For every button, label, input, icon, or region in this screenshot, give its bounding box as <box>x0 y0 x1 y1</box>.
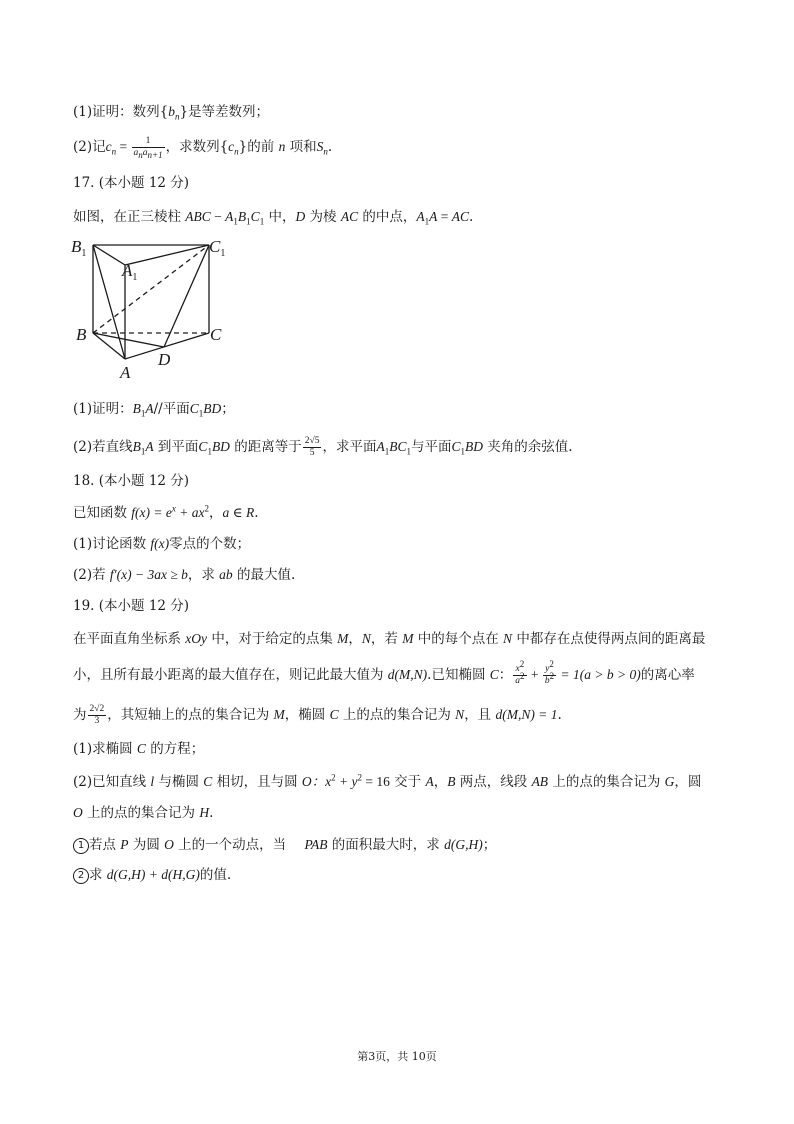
edge-dc1 <box>164 245 209 347</box>
q18-part2: (2)若 f′(x) − 3ax ≥ b，求 ab 的最大值. <box>73 567 296 583</box>
edge-ba <box>93 333 125 359</box>
label-b1: $B_1$ <box>71 237 87 259</box>
q19-part2-line1: (2)已知直线 l 与椭圆 C 相切，且与圆 O：$x^2 + y^2 = 16$ 交于 A，B 两点，线段 AB 上的点的集合记为 G，圆 <box>73 772 702 790</box>
label-d: D <box>158 350 171 369</box>
label-a: A <box>120 363 131 382</box>
q17-header: 17. (本小题 12 分) <box>73 175 190 191</box>
q17-part1: (1)证明：$B_1A//$平面$C_1BD$； <box>73 401 235 419</box>
q19-stem-line3: 为 $\frac{2√2}{3}$ ，其短轴上的点的集合记为 M，椭圆 C 上的点的集合记为 N，且 d(M,N) = 1. <box>73 704 562 726</box>
label-b: B <box>76 325 87 344</box>
page-footer: 第3页，共 10页 <box>357 1050 437 1063</box>
q19-stem-line1: 在平面直角坐标系 xOy 中，对于给定的点集 M，N，若 M 中的每个点在 N 中都存在点使得两点间的距离最 <box>73 631 706 647</box>
label-a1: $A_1$ <box>122 261 138 283</box>
q19-part2-ii: 2 求 d(G,H) + d(H,G)的值. <box>73 866 231 884</box>
label-c: C <box>210 325 222 344</box>
q16-part1: (1)证明：数列$\{b_n\}$是等差数列； <box>73 104 270 122</box>
q16-fraction: $\frac{1}{a_na_{n+1}}$ <box>133 136 163 160</box>
q18-header: 18. (本小题 12 分) <box>73 473 190 489</box>
q17-distance-fraction: $\frac{2√5}{5}$ <box>304 436 320 458</box>
label-c1: $C_1$ <box>209 237 226 259</box>
q19-header: 19. (本小题 12 分) <box>73 598 190 614</box>
q18-part1: (1)讨论函数 f(x)零点的个数； <box>73 536 251 552</box>
prism-figure <box>68 234 238 384</box>
q19-stem-line2: 小，且所有最小距离的最大值存在，则记此最大值为 d(M,N).已知椭圆 C： $\frac{x^2}{a^2}$ + $\frac{y^2}{b^2}$ = 1(a > b > 0)的离心率 <box>73 659 695 687</box>
q16-part2: (2)记$c_n$ = $\frac{1}{a_na_{n+1}}$ ，求数列$\{c_n\}$的前 n 项和$S_n$. <box>73 136 333 160</box>
ellipse-y-fraction: $\frac{y^2}{b^2}$ <box>544 659 555 687</box>
ellipse-x-fraction: $\frac{x^2}{a^2}$ <box>515 659 525 687</box>
q19-part2-i: 1 若点 P 为圆 O 上的一个动点，当 PAB 的面积最大时，求 d(G,H)； <box>73 836 496 854</box>
q19-part1: (1)求椭圆 C 的方程； <box>73 741 205 757</box>
q18-stem: 已知函数 $f(x) = e^x + ax^2$，a ∈ R. <box>73 503 259 521</box>
circled-number-2: 2 <box>73 868 89 884</box>
q17-part2: (2)若直线$B_1A$ 到平面$C_1BD$ 的距离等于 $\frac{2√5}{5}$ ，求平面$A_1BC_1$与平面$C_1BD$ 夹角的余弦值. <box>73 436 573 458</box>
q17-stem: 如图，在正三棱柱 ABC − $A_1B_1C_1$ 中，D 为棱 AC 的中点，$A_1A$ = AC. <box>73 209 474 227</box>
edge-bd <box>93 333 164 347</box>
circled-number-1: 1 <box>73 838 89 854</box>
q19-part2-line2: O 上的点的集合记为 H. <box>73 805 214 821</box>
eccentricity-fraction: $\frac{2√2}{3}$ <box>89 704 105 726</box>
